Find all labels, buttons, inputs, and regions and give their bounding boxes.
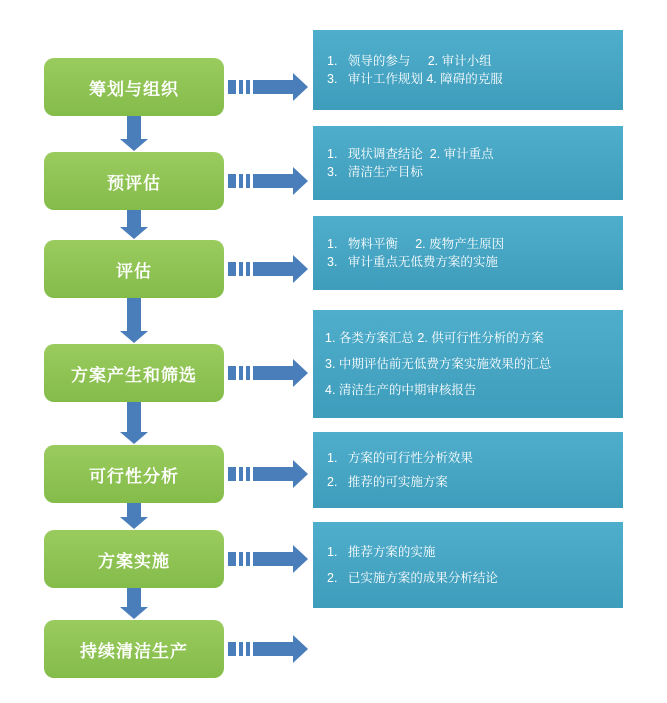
stage-label: 预评估 [107, 173, 161, 193]
detail-line: 4. 清洁生产的中期审核报告 [325, 383, 477, 398]
down-arrow-5-6 [127, 503, 141, 518]
detail-panel-2 [313, 126, 623, 200]
arrow-tick [236, 552, 239, 566]
arrow-tick [243, 642, 246, 656]
arrowhead-icon [120, 607, 148, 619]
right-arrow-2 [228, 174, 308, 188]
arrowhead-icon [293, 359, 308, 387]
stage-box-2[interactable] [44, 152, 224, 210]
arrow-tick [243, 262, 246, 276]
detail-line: 1. 现状调查结论 2. 审计重点 [327, 146, 494, 161]
stage-label: 持续清洁生产 [80, 641, 188, 661]
arrow-tick [236, 80, 239, 94]
arrow-tick [250, 174, 253, 188]
down-arrow-1-2 [127, 116, 141, 140]
down-arrow-2-3 [127, 210, 141, 228]
stage-label: 方案实施 [98, 551, 170, 571]
right-arrow-4 [228, 366, 308, 380]
arrowhead-icon [293, 255, 308, 283]
arrow-tick [250, 366, 253, 380]
arrow-tick [250, 262, 253, 276]
detail-panel-5 [313, 432, 623, 508]
arrow-tick [243, 366, 246, 380]
detail-line: 1. 领导的参与 2. 审计小组 [327, 53, 492, 68]
down-arrow-6-7 [127, 588, 141, 608]
arrow-tick [250, 467, 253, 481]
down-arrow-4-5 [127, 402, 141, 433]
detail-line: 1. 推荐方案的实施 [327, 544, 436, 559]
arrowhead-icon [293, 167, 308, 195]
detail-line: 3. 审计重点无低费方案的实施 [327, 255, 498, 269]
arrow-tick [243, 174, 246, 188]
detail-panel-1 [313, 30, 623, 110]
right-arrow-6 [228, 552, 308, 566]
stage-box-7[interactable] [44, 620, 224, 678]
detail-panel-4 [313, 310, 623, 418]
arrow-tick [250, 642, 253, 656]
right-arrow-3 [228, 262, 308, 276]
detail-line: 3. 清洁生产目标 [327, 165, 423, 179]
stage-box-4[interactable] [44, 344, 224, 402]
arrow-tick [243, 552, 246, 566]
arrow-tick [236, 366, 239, 380]
arrow-tick [243, 467, 246, 481]
detail-line: 1. 物料平衡 2. 废物产生原因 [327, 236, 505, 251]
detail-line: 3. 审计工作规划 4. 障碍的克服 [327, 72, 503, 86]
stage-box-3[interactable] [44, 240, 224, 298]
arrow-tick [236, 174, 239, 188]
arrowhead-icon [293, 545, 308, 573]
arrow-tick [250, 80, 253, 94]
stage-label: 筹划与组织 [89, 79, 179, 99]
arrowhead-icon [293, 73, 308, 101]
stage-box-1[interactable] [44, 58, 224, 116]
detail-line: 2. 已实施方案的成果分析结论 [327, 571, 498, 585]
stage-box-5[interactable] [44, 445, 224, 503]
stage-label: 方案产生和筛选 [71, 365, 197, 385]
arrowhead-icon [293, 635, 308, 663]
right-arrow-7 [228, 642, 308, 656]
detail-line: 3. 中期评估前无低费方案实施效果的汇总 [325, 356, 552, 371]
stage-label: 评估 [116, 261, 152, 281]
stage-label: 可行性分析 [89, 466, 179, 486]
arrow-tick [243, 80, 246, 94]
arrow-tick [250, 552, 253, 566]
arrowhead-icon [120, 517, 148, 529]
arrowhead-icon [120, 139, 148, 151]
right-arrow-5 [228, 467, 308, 481]
arrowhead-icon [293, 460, 308, 488]
down-arrow-3-4 [127, 298, 141, 332]
arrowhead-icon [120, 227, 148, 239]
detail-line: 2. 推荐的可实施方案 [327, 475, 448, 489]
detail-line: 1. 方案的可行性分析效果 [327, 450, 473, 465]
stage-box-6[interactable] [44, 530, 224, 588]
arrowhead-icon [120, 331, 148, 343]
right-arrow-1 [228, 80, 308, 94]
detail-line: 1. 各类方案汇总 2. 供可行性分析的方案 [325, 330, 544, 345]
detail-panel-3 [313, 216, 623, 290]
arrowhead-icon [120, 432, 148, 444]
arrow-tick [236, 642, 239, 656]
arrow-tick [236, 467, 239, 481]
arrow-tick [236, 262, 239, 276]
detail-panel-6 [313, 522, 623, 608]
